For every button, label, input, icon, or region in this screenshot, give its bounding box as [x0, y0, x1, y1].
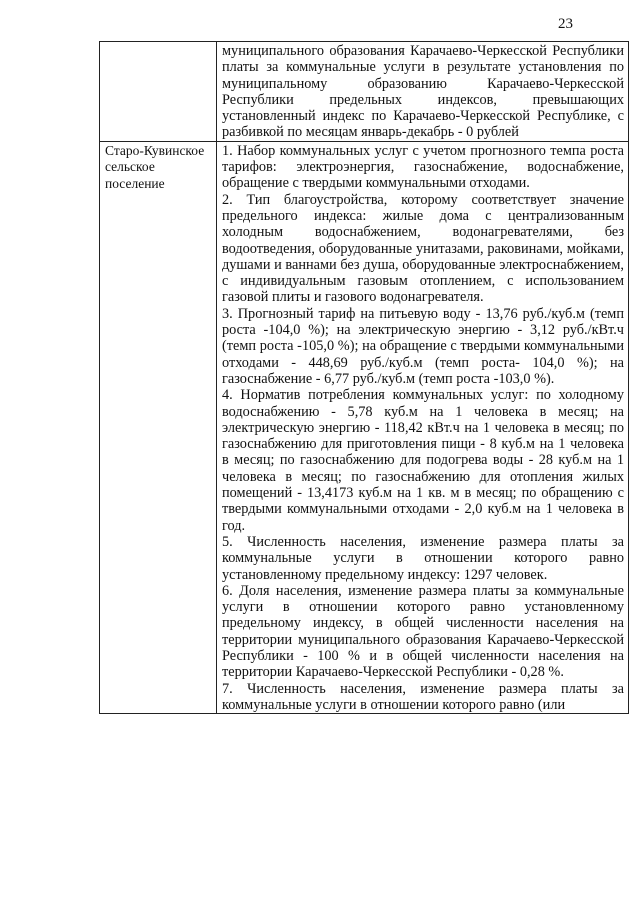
table-row	[100, 42, 629, 142]
details-paragraph: 4. Норматив потребления коммунальных услуг: по холодному водоснабжению - 5,78 куб.м на 1 человека в месяц; на электрическую энергию - 118,42 кВт.ч на 1 человека в месяц; по газоснабжению для приготовления пищи - 8 куб.м на 1 человека в месяц; по газоснабжению для подогрева воды - 28 куб.м на 1 человека в месяц; по газоснабжению для отопления жилых помещений - 13,4173 куб.м на 1 кв. м в месяц; по обращению с твердыми коммунальными отходами - 2,0 куб.м на 1 человека в год.	[222, 387, 624, 534]
municipality-index-table	[99, 41, 629, 714]
details-paragraph: муниципального образования Карачаево-Черкесской Республики платы за коммунальные услуги в результате установления по муниципальному образованию Карачаево-Черкесской Республики предельных индексов, превышающих установленный индекс по Карачаево-Черкесской Республике, с разбивкой по месяцам январь-декабрь - 0 рублей	[222, 43, 624, 141]
details-paragraph: 2. Тип благоустройства, которому соответствует значение предельного индекса: жилые дома с централизованным холодным водоснабжением, водонагревателями, без водоотведения, оборудованные унитазами, раковинами, мойками, душами и ваннами без душа, оборудованные электроснабжением, с индивидуальным газовым отоплением, с использованием газовой плиты и газового водонагревателя.	[222, 191, 624, 306]
municipality-cell: Старо-Кувинское сельское поселение	[100, 141, 217, 713]
details-paragraph: 7. Численность населения, изменение размера платы за коммунальные услуги в отношении которого равно (или	[222, 680, 624, 713]
municipality-cell	[100, 42, 217, 142]
details-paragraph: 1. Набор коммунальных услуг с учетом прогнозного темпа роста тарифов: электроэнергия, газоснабжение, водоснабжение, обращение с твердыми коммунальными отходами.	[222, 142, 624, 192]
details-paragraph: 6. Доля населения, изменение размера платы за коммунальные услуги в отношении которого равно установленному предельному индексу, в общей численности населения на территории муниципального образования Карачаево-Черкесской Республики - 100 % и в общей численности населения на территории Карачаево-Черкесской Республики - 0,28 %.	[222, 582, 624, 681]
details-cell	[217, 141, 629, 713]
details-paragraph: 5. Численность населения, изменение размера платы за коммунальные услуги в отношении которого равно установленному предельному индексу: 1297 человек.	[222, 533, 624, 583]
details-cell	[217, 42, 629, 142]
details-paragraph: 3. Прогнозный тариф на питьевую воду - 13,76 руб./куб.м (темп роста -104,0 %); на электрическую энергию - 3,12 руб./кВт.ч (темп роста -105,0 %); на обращение с твердыми коммунальными отходами - 448,69 руб./куб.м (темп роста- 104,0 %); на газоснабжение - 6,77 руб./куб.м (темп роста -103,0 %).	[222, 305, 624, 387]
table-row	[100, 141, 629, 713]
page-number: 23	[558, 16, 573, 32]
